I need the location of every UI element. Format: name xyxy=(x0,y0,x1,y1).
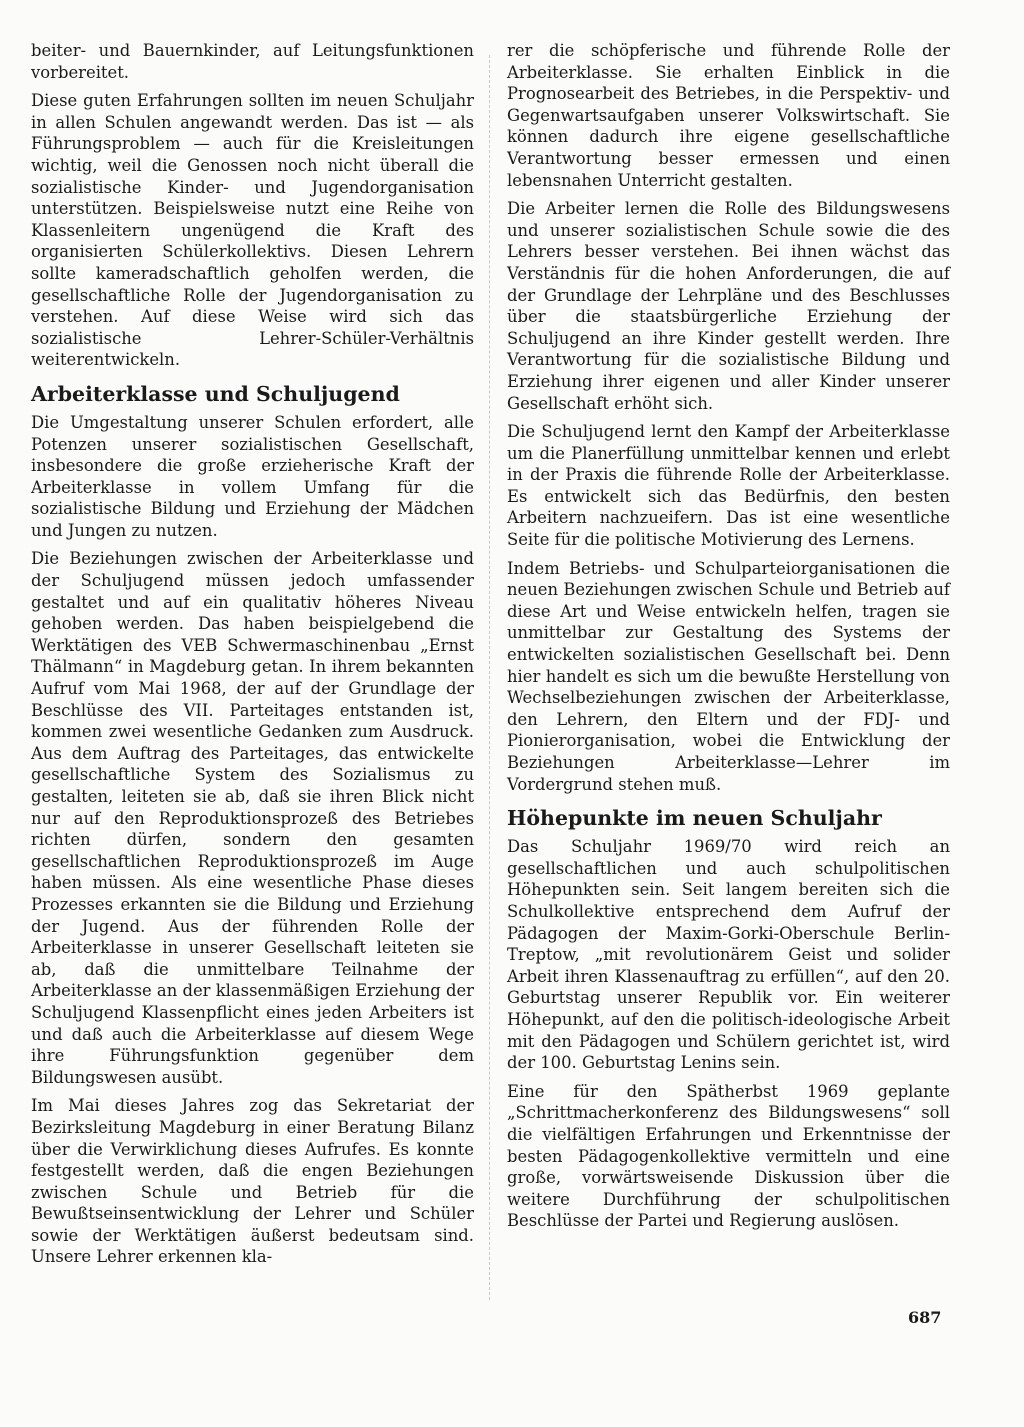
paragraph: Im Mai dieses Jahres zog das Sekretariat der Bezirksleitung Magdeburg in einer Beratung Bilanz über die Verwirklichung dieses Aufrufes. Es konnte festgestellt werden, daß die engen Beziehungen zwischen Schule und Betrieb für die Bewußtseinsentwicklung der Lehrer und Schüler sowie der Werktätigen äußerst bedeutsam sind. Unsere Lehrer erkennen kla- xyxy=(31,1096,474,1267)
paragraph: rer die schöpferische und führende Rolle der Arbeiterklasse. Sie erhalten Einblick in die Prognosearbeit des Betriebes, in die Perspektiv- und Gegenwartsaufgaben unserer Volkswirtschaft. Sie können dadurch ihre eigene gesellschaftliche Verantwortung besser ermessen und einen lebensnahen Unterricht gestalten. xyxy=(507,41,950,190)
paragraph: Indem Betriebs- und Schulparteiorganisationen die neuen Beziehungen zwischen Schule und Betrieb auf diese Art und Weise entwickeln helfen, tragen sie unmittelbar zur Gestaltung des Systems der entwickelten sozialistischen Gesellschaft bei. Denn hier handelt es sich um die bewußte Herstellung von Wechselbeziehungen zwischen der Arbeiterklasse, den Lehrern, den Eltern und der FDJ- und Pionierorganisation, wobei die Entwicklung der Beziehungen Arbeiterklasse—Lehrer im Vordergrund stehen muß. xyxy=(507,558,950,794)
right-column xyxy=(507,40,950,1239)
paragraph: Die Schuljugend lernt den Kampf der Arbeiterklasse um die Planerfüllung unmittelbar kennen und erlebt in der Praxis die führende Rolle der Arbeiterklasse. Es entwickelt sich das Bedürfnis, den besten Arbeitern nachzueifern. Das ist eine wesentliche Seite für die politische Motivierung des Lernens. xyxy=(507,422,950,550)
column-divider xyxy=(489,55,490,1300)
page-number: 687 xyxy=(908,1308,942,1327)
paragraph: Eine für den Spätherbst 1969 geplante „Schrittmacherkonferenz des Bildungswesens“ soll die vielfältigen Erfahrungen und Erkenntnisse der besten Pädagogenkollektive vermitteln und eine große, vorwärtsweisende Diskussion über die weitere Durchführung der schulpolitischen Beschlüsse der Partei und Regierung auslösen. xyxy=(507,1081,950,1231)
section-heading: Höhepunkte im neuen Schuljahr xyxy=(507,806,882,831)
left-column xyxy=(31,40,474,1275)
paragraph: Die Beziehungen zwischen der Arbeiterklasse und der Schuljugend müssen jedoch umfassender gestaltet und auf ein qualitativ höheres Niveau gehoben werden. Das haben beispielgebend die Werktätigen des VEB Schwermaschinenbau „Ernst Thälmann“ in Magdeburg getan. In ihrem bekannten Aufruf vom Mai 1968, der auf der Grundlage der Beschlüsse des VII. Parteitages entstanden ist, kommen zwei wesentliche Gedanken zum Ausdruck. Aus dem Auftrag des Parteitages, das entwickelte gesellschaftliche System des Sozialismus zu gestalten, leiteten sie ab, daß sie ihren Blick nicht nur auf den Reproduktionsprozeß des Betriebes richten dürfen, sondern den gesamten gesellschaftlichen Reproduktionsprozeß im Auge haben müssen. Als eine wesentliche Phase dieses Prozesses erkannten sie die Bildung und Erziehung der Jugend. Aus der führenden Rolle der Arbeiterklasse in unserer Gesellschaft leiteten sie ab, daß die unmittelbare Teilnahme der Arbeiterklasse an der klassenmäßigen Erziehung der Schuljugend Klassenpflicht eines jeden Arbeiters ist und daß auch die Arbeiterklasse auf diesem Wege ihre Führungsfunktion gegenüber dem Bildungswesen ausübt. xyxy=(31,549,474,1087)
paragraph: beiter- und Bauernkinder, auf Leitungsfunktionen vorbereitet. xyxy=(31,41,474,82)
paragraph: Die Arbeiter lernen die Rolle des Bildungswesens und unserer sozialistischen Schule sowie die des Lehrers besser verstehen. Bei ihnen wächst das Verständnis für die hohen Anforderungen, die auf der Grundlage der Lehrpläne und des Beschlusses über die staatsbürgerliche Erziehung der Schuljugend an ihre Kinder gestellt werden. Ihre Verantwortung für die sozialistische Bildung und Erziehung ihrer eigenen und aller Kinder unserer Gesellschaft erhöht sich. xyxy=(507,199,950,413)
paragraph: Diese guten Erfahrungen sollten im neuen Schuljahr in allen Schulen angewandt werden. Das ist — als Führungsproblem — auch für die Kreisleitungen wichtig, weil die Genossen noch nicht überall die sozialistische Kinder- und Jugendorganisation unterstützen. Beispielsweise nutzt eine Reihe von Klassenleitern ungenügend die Kraft des organisierten Schülerkollektivs. Diesen Lehrern sollte kameradschaftlich geholfen werden, die gesellschaftliche Rolle der Jugendorganisation zu verstehen. Auf diese Weise wird sich das sozialistische Lehrer-Schüler-Verhältnis weiterentwickeln. xyxy=(31,91,474,370)
section-heading: Arbeiterklasse und Schuljugend xyxy=(31,381,400,406)
paragraph: Das Schuljahr 1969/70 wird reich an gesellschaftlichen und auch schulpolitischen Höhepunkten sein. Seit langem bereiten sich die Schulkollektive entsprechend dem Aufruf der Pädagogen der Maxim-Gorki-Oberschule Berlin-Treptow, „mit revolutionärem Geist und solider Arbeit ihren Klassenauftrag zu erfüllen“, auf den 20. Geburtstag unserer Republik vor. Ein weiterer Höhepunkt, auf den die politisch-ideologische Arbeit mit den Pädagogen und Schülern gerichtet ist, wird der 100. Geburtstag Lenins sein. xyxy=(507,837,950,1073)
paragraph: Die Umgestaltung unserer Schulen erfordert, alle Potenzen unserer sozialistischen Gesellschaft, insbesondere die große erzieherische Kraft der Arbeiterklasse in vollem Umfang für die sozialistische Bildung und Erziehung der Mädchen und Jungen zu nutzen. xyxy=(31,412,474,540)
